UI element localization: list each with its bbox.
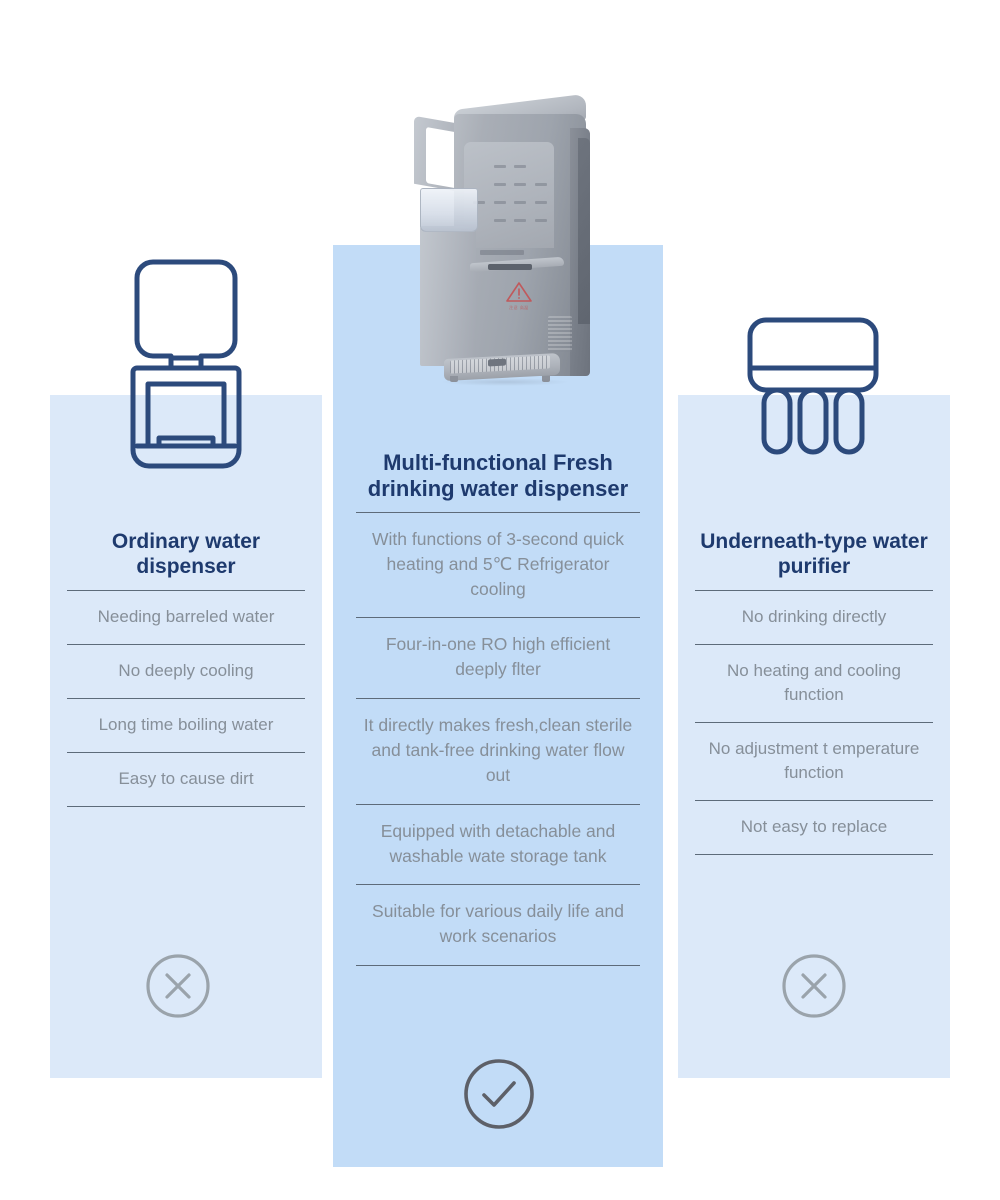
list-item: Needing barreled water [67,590,305,644]
list-item: No adjustment t emperature function [695,722,933,800]
product-drip-tray-drain [488,359,506,367]
verdict-check-icon-center [462,1057,536,1136]
warning-label: 注意 高温 [509,305,529,310]
column-right [678,530,950,855]
verdict-cross-icon-right [781,953,847,1024]
column-right-title: Underneath-type water purifier [700,530,928,578]
list-item: No heating and cooling function [695,644,933,722]
list-item: No deeply cooling [67,644,305,698]
list-item: It directly makes fresh,clean sterile and tank-free drinking water flow out [356,698,640,804]
list-item: Easy to cause dirt [67,752,305,807]
list-item: Four-in-one RO high efficient deeply flter [356,617,640,698]
column-right-feature-list [695,590,933,856]
list-item: Suitable for various daily life and work scenarios [356,884,640,966]
column-center-title: Multi-functional Fresh drinking water dispenser [367,450,629,501]
product-vent-grille [548,316,572,352]
product-photo [392,104,612,400]
column-center [333,450,663,966]
product-brand-mark [480,250,524,255]
water-cooler-icon [128,252,244,475]
product-side-glass [578,138,590,324]
column-center-feature-list [356,512,640,966]
column-left-title: Ordinary water dispenser [111,530,261,578]
under-sink-purifier-icon [742,312,884,469]
verdict-cross-icon-left [145,953,211,1024]
list-item: No drinking directly [695,590,933,644]
list-item: Long time boiling water [67,698,305,752]
product-shadow [440,378,570,386]
column-left [50,530,322,807]
product-water-tank [420,226,476,366]
column-left-feature-list [67,590,305,808]
list-item: Equipped with detachable and washable wate storage tank [356,804,640,885]
product-control-buttons [470,158,550,228]
warning-triangle-icon [504,280,534,312]
product-spout [488,264,532,270]
product-tank-lid [420,188,478,232]
list-item: With functions of 3-second quick heating and 5℃ Refrigerator cooling [356,512,640,618]
list-item: Not easy to replace [695,800,933,855]
